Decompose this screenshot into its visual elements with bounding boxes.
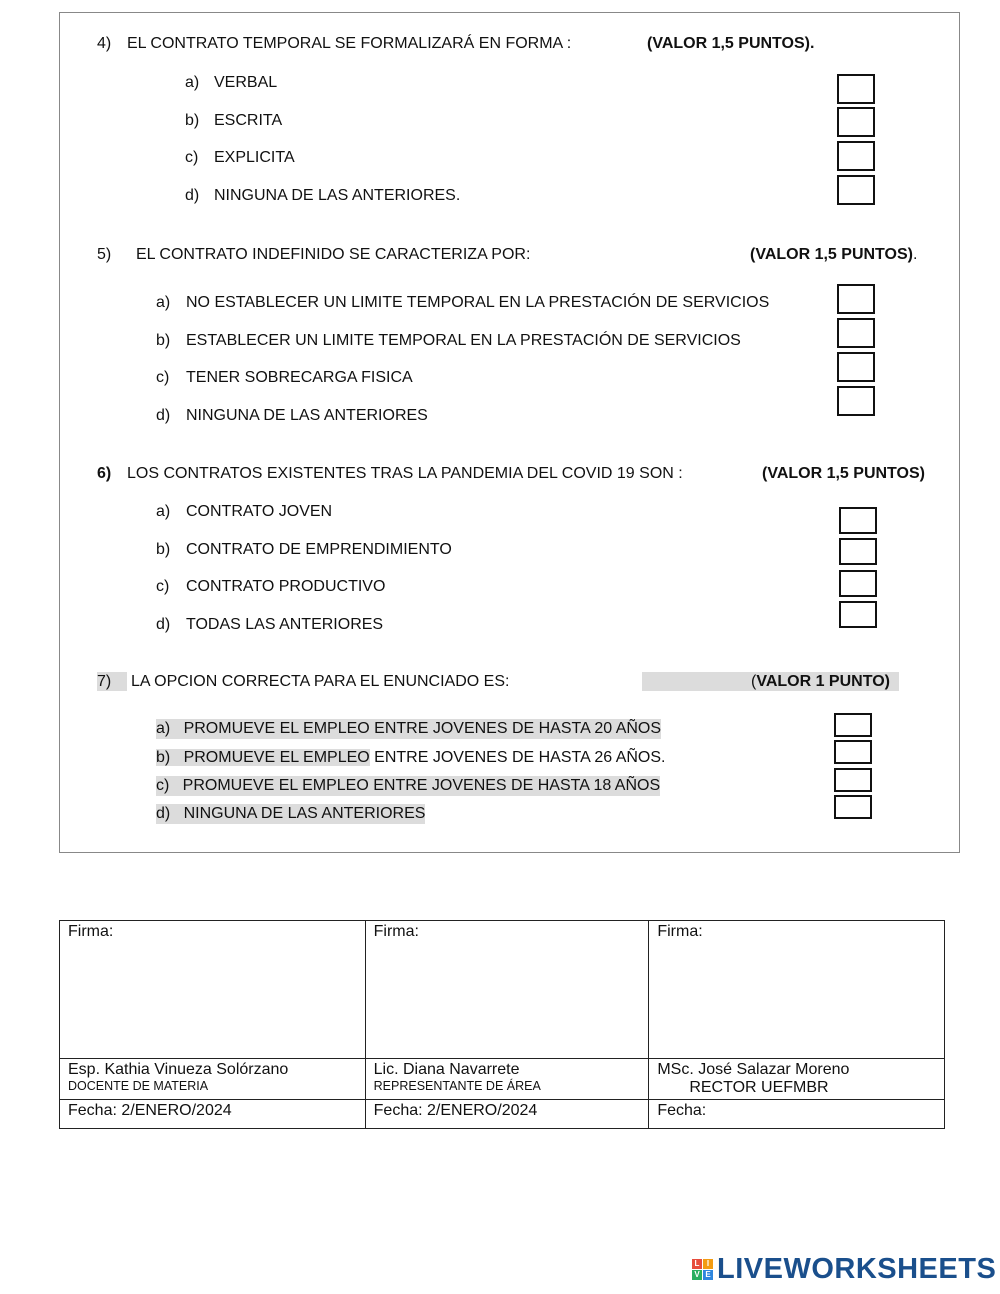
q7-text: LA OPCION CORRECTA PARA EL ENUNCIADO ES:: [131, 673, 510, 690]
signer-area-name: Lic. Diana Navarrete: [373, 1061, 520, 1078]
q5-answer-box-b[interactable]: [837, 318, 875, 348]
signer-area-role: REPRESENTANTE DE ÁREA: [373, 1079, 541, 1093]
q6-option-a: CONTRATO JOVEN: [186, 503, 333, 520]
q4-answer-box-c[interactable]: [837, 141, 875, 171]
q4-answer-box-d[interactable]: [837, 175, 875, 205]
q4-answer-box-a[interactable]: [837, 74, 875, 104]
q6-answer-box-a[interactable]: [839, 507, 877, 534]
logo-icon-square-l: L: [692, 1259, 702, 1269]
q6-option-d-letter: d): [156, 616, 171, 633]
q5-option-c: TENER SOBRECARGA FISICA: [186, 369, 413, 386]
q4-answer-box-b[interactable]: [837, 107, 875, 137]
q4-option-a-letter: a): [185, 74, 200, 91]
q5-answer-box-c[interactable]: [837, 352, 875, 382]
q6-number: 6): [97, 465, 112, 482]
q6-value: (VALOR 1,5 PUNTOS): [762, 465, 925, 482]
q4-option-c: EXPLICITA: [214, 149, 295, 166]
signature-cell-rector: Firma:: [649, 921, 945, 1059]
date-area: Fecha: 2/ENERO/2024: [365, 1100, 649, 1129]
q5-number: 5): [97, 246, 112, 263]
q5-option-a: NO ESTABLECER UN LIMITE TEMPORAL EN LA PRESTACIÓN DE SERVICIOS: [186, 294, 770, 311]
q4-option-d-letter: d): [185, 187, 200, 204]
q4-option-b-letter: b): [185, 112, 200, 129]
q4-text: EL CONTRATO TEMPORAL SE FORMALIZARÁ EN FORMA :: [127, 35, 572, 52]
q7-value: (VALOR 1 PUNTO): [751, 673, 890, 690]
q5-answer-box-d[interactable]: [837, 386, 875, 416]
signature-table: [59, 920, 945, 1129]
q7-option-c: c) PROMUEVE EL EMPLEO ENTRE JOVENES DE HASTA 18 AÑOS: [156, 777, 661, 794]
q7-answer-box-c[interactable]: [834, 768, 872, 792]
q7-option-a: a) PROMUEVE EL EMPLEO ENTRE JOVENES DE HASTA 20 AÑOS: [156, 720, 662, 737]
date-rector: Fecha:: [649, 1100, 945, 1129]
logo-icon-square-i: I: [703, 1259, 713, 1269]
signer-docente-role: DOCENTE DE MATERIA: [68, 1079, 209, 1093]
q5-option-a-letter: a): [156, 294, 171, 311]
signature-cell-area: Firma:: [365, 921, 649, 1059]
logo-icon-square-v: V: [692, 1270, 702, 1280]
q6-option-b: CONTRATO DE EMPRENDIMIENTO: [186, 541, 452, 558]
q4-option-a: VERBAL: [214, 74, 278, 91]
q4-value: (VALOR 1,5 PUNTOS).: [647, 35, 815, 52]
q5-option-d-letter: d): [156, 407, 171, 424]
q5-option-b: ESTABLECER UN LIMITE TEMPORAL EN LA PRESTACIÓN DE SERVICIOS: [186, 332, 741, 349]
q4-option-c-letter: c): [185, 149, 199, 166]
signer-docente-name: Esp. Kathia Vinueza Solórzano: [68, 1061, 289, 1078]
signer-rector-role: RECTOR UEFMBR: [689, 1079, 829, 1096]
q6-text: LOS CONTRATOS EXISTENTES TRAS LA PANDEMIA DEL COVID 19 SON :: [127, 465, 683, 482]
q6-option-b-letter: b): [156, 541, 171, 558]
signer-rector-name: MSc. José Salazar Moreno: [657, 1061, 850, 1078]
q4-number: 4): [97, 35, 112, 52]
date-docente: Fecha: 2/ENERO/2024: [60, 1100, 366, 1129]
q5-answer-box-a[interactable]: [837, 284, 875, 314]
q7-number: 7): [97, 673, 112, 690]
q5-option-d: NINGUNA DE LAS ANTERIORES: [186, 407, 428, 424]
liveworksheets-logo-text: LIVEWORKSHEETS: [717, 1252, 997, 1285]
signature-cell-docente: Firma:: [60, 921, 366, 1059]
q6-answer-box-c[interactable]: [839, 570, 877, 597]
q7-option-d: d) NINGUNA DE LAS ANTERIORES: [156, 805, 426, 822]
q6-option-a-letter: a): [156, 503, 171, 520]
signer-area: [365, 1059, 649, 1100]
q7-answer-box-b[interactable]: [834, 740, 872, 764]
liveworksheets-logo: [692, 1252, 997, 1285]
q5-option-c-letter: c): [156, 369, 170, 386]
q6-answer-box-b[interactable]: [839, 538, 877, 565]
q4-option-d: NINGUNA DE LAS ANTERIORES.: [214, 187, 461, 204]
q7-answer-box-d[interactable]: [834, 795, 872, 819]
signer-docente: [60, 1059, 366, 1100]
q5-value: (VALOR 1,5 PUNTOS).: [750, 246, 918, 263]
q7-answer-box-a[interactable]: [834, 713, 872, 737]
q6-option-c: CONTRATO PRODUCTIVO: [186, 578, 386, 595]
q5-text: EL CONTRATO INDEFINIDO SE CARACTERIZA POR:: [136, 246, 531, 263]
logo-icon-square-e: E: [703, 1270, 713, 1280]
q6-option-c-letter: c): [156, 578, 170, 595]
q6-answer-box-d[interactable]: [839, 601, 877, 628]
q4-option-b: ESCRITA: [214, 112, 283, 129]
q7-option-b: b) PROMUEVE EL EMPLEO ENTRE JOVENES DE HASTA 26 AÑOS.: [156, 749, 666, 766]
q6-option-d: TODAS LAS ANTERIORES: [186, 616, 384, 633]
q5-option-b-letter: b): [156, 332, 171, 349]
signer-rector: [649, 1059, 945, 1100]
liveworksheets-logo-icon: [692, 1259, 713, 1280]
